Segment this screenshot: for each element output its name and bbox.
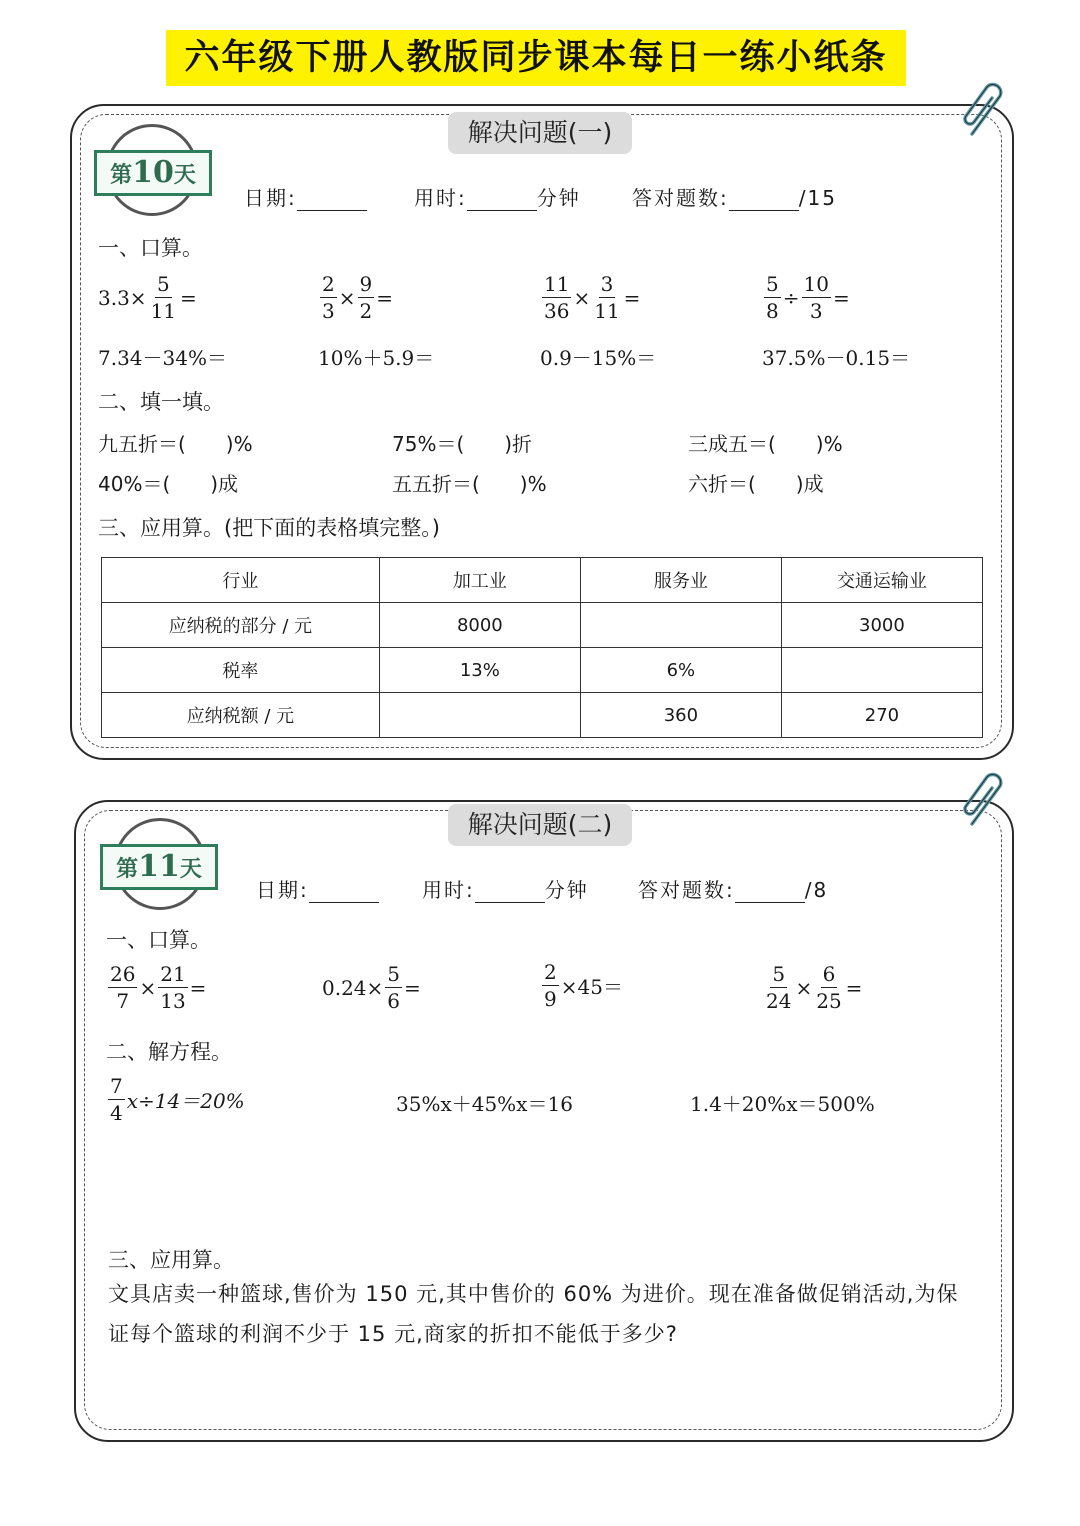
time-unit: 分钟 bbox=[544, 878, 589, 902]
table-row bbox=[102, 693, 983, 738]
score-total: /8 bbox=[804, 878, 829, 902]
meta-date bbox=[256, 874, 379, 903]
table-cell: 税率 bbox=[102, 648, 380, 693]
fill-item-1: 九五折＝( )% bbox=[98, 432, 253, 456]
paperclip-icon bbox=[960, 772, 1014, 832]
equation-3: 1.4＋20%x＝500% bbox=[690, 1092, 875, 1116]
mental-expr-5: 7.34－34%＝ bbox=[98, 346, 227, 370]
date-blank bbox=[297, 188, 367, 211]
numerator: 11 bbox=[544, 272, 570, 296]
fill-item-4: 40%＝( )成 bbox=[98, 472, 239, 496]
fill-item-3: 三成五＝( )% bbox=[688, 432, 843, 456]
table-cell bbox=[781, 648, 982, 693]
section-heading-application: 三、应用算。(把下面的表格填完整。) bbox=[98, 516, 440, 540]
equals: = bbox=[832, 285, 850, 310]
table-cell: 13% bbox=[379, 648, 580, 693]
denominator: 8 bbox=[766, 299, 779, 323]
mental-expr-3 bbox=[540, 962, 623, 1009]
equals: = bbox=[404, 975, 421, 1000]
section-heading-application: 三、应用算。 bbox=[108, 1248, 234, 1272]
mental-expr-1 bbox=[106, 964, 206, 1011]
numerator: 21 bbox=[160, 962, 186, 986]
section-heading-equations: 二、解方程。 bbox=[106, 1040, 232, 1064]
fraction bbox=[764, 964, 793, 1011]
fill-item-6: 六折＝( )成 bbox=[688, 472, 824, 496]
denominator: 13 bbox=[160, 989, 186, 1013]
section-heading-mental: 一、口算。 bbox=[106, 928, 211, 952]
equals: = bbox=[376, 285, 393, 310]
table-cell: 8000 bbox=[379, 603, 580, 648]
fraction bbox=[108, 1076, 125, 1123]
numerator: 2 bbox=[544, 960, 557, 984]
fraction bbox=[814, 964, 843, 1011]
equation-1 bbox=[106, 1076, 245, 1123]
denominator: 6 bbox=[387, 989, 401, 1013]
score-blank bbox=[729, 188, 799, 211]
table-cell: 6% bbox=[580, 648, 781, 693]
fraction bbox=[320, 274, 337, 321]
denominator: 4 bbox=[110, 1101, 123, 1125]
fraction bbox=[108, 964, 137, 1011]
expr-term: ×45＝ bbox=[560, 975, 623, 999]
meta-score bbox=[638, 874, 828, 903]
paperclip-icon bbox=[960, 82, 1014, 142]
score-blank bbox=[735, 880, 805, 903]
numerator: 2 bbox=[322, 272, 335, 296]
score-label: 答对题数: bbox=[638, 878, 735, 902]
badge-suffix: 天 bbox=[179, 856, 202, 882]
expr-term: 3.3× bbox=[98, 285, 147, 310]
word-problem-line-1: 文具店卖一种篮球,售价为 150 元,其中售价的 60% 为进价。现在准备做促销活动,为保 bbox=[108, 1282, 959, 1306]
operator: × bbox=[338, 285, 356, 310]
fraction bbox=[358, 274, 375, 321]
table-header-cell: 交通运输业 bbox=[781, 558, 982, 603]
denominator: 11 bbox=[150, 299, 177, 323]
fraction bbox=[542, 274, 571, 321]
fraction bbox=[158, 964, 187, 1011]
operator: × bbox=[795, 975, 813, 1000]
section-tab: 解决问题(二) bbox=[448, 804, 632, 846]
expr-term: 0.24× bbox=[322, 975, 384, 1000]
fill-item-2: 75%＝( )折 bbox=[392, 432, 533, 456]
equals: = bbox=[180, 285, 197, 310]
equation-rest: x÷14＝20% bbox=[126, 1089, 245, 1113]
mental-expr-3 bbox=[540, 274, 640, 321]
denominator: 2 bbox=[359, 299, 373, 323]
meta-date bbox=[244, 182, 367, 211]
score-total: /15 bbox=[798, 186, 837, 210]
denominator: 11 bbox=[594, 299, 620, 323]
fraction bbox=[542, 962, 559, 1009]
meta-time bbox=[422, 874, 589, 903]
time-unit: 分钟 bbox=[536, 186, 581, 210]
numerator: 5 bbox=[766, 272, 779, 296]
operator: × bbox=[139, 975, 157, 1000]
time-label: 用时: bbox=[422, 878, 475, 902]
numerator: 9 bbox=[359, 272, 373, 296]
table-header-row bbox=[102, 558, 983, 603]
table-header-cell: 服务业 bbox=[580, 558, 781, 603]
fraction bbox=[385, 964, 402, 1011]
badge-suffix: 天 bbox=[173, 162, 196, 188]
fraction bbox=[764, 274, 781, 321]
table-cell: 应纳税的部分 / 元 bbox=[102, 603, 380, 648]
section-heading-mental: 一、口算。 bbox=[98, 236, 203, 260]
equals: = bbox=[623, 285, 641, 310]
fill-item-5: 五五折＝( )% bbox=[392, 472, 547, 496]
meta-score bbox=[632, 182, 837, 211]
table-cell: 360 bbox=[580, 693, 781, 738]
table-header-cell: 加工业 bbox=[379, 558, 580, 603]
denominator: 9 bbox=[544, 987, 557, 1011]
operator: × bbox=[573, 285, 591, 310]
numerator: 10 bbox=[803, 272, 829, 296]
operator: ÷ bbox=[782, 285, 800, 310]
denominator: 7 bbox=[116, 989, 130, 1013]
mental-expr-7: 0.9－15%＝ bbox=[540, 346, 657, 370]
table-row bbox=[102, 648, 983, 693]
mental-expr-2 bbox=[322, 964, 421, 1011]
table-row bbox=[102, 603, 983, 648]
mental-expr-1 bbox=[98, 274, 197, 321]
numerator: 7 bbox=[110, 1074, 123, 1098]
table-header-cell: 行业 bbox=[102, 558, 380, 603]
denominator: 3 bbox=[322, 299, 335, 323]
fraction bbox=[149, 274, 178, 321]
mental-expr-4 bbox=[762, 274, 850, 321]
date-label: 日期: bbox=[244, 186, 297, 210]
word-problem-line-2: 证每个篮球的利润不少于 15 元,商家的折扣不能低于多少? bbox=[108, 1322, 678, 1346]
numerator: 6 bbox=[822, 962, 836, 986]
fraction bbox=[802, 274, 831, 321]
table-cell bbox=[580, 603, 781, 648]
mental-expr-4 bbox=[762, 964, 862, 1011]
tax-table bbox=[101, 557, 983, 738]
equals: = bbox=[845, 975, 863, 1000]
denominator: 36 bbox=[544, 299, 570, 323]
day-badge bbox=[100, 844, 218, 890]
time-blank bbox=[475, 880, 545, 903]
table-cell: 应纳税额 / 元 bbox=[102, 693, 380, 738]
date-blank bbox=[309, 880, 379, 903]
table-cell: 3000 bbox=[781, 603, 982, 648]
denominator: 3 bbox=[809, 299, 823, 323]
badge-number: 10 bbox=[132, 155, 174, 190]
score-label: 答对题数: bbox=[632, 186, 729, 210]
section-tab: 解决问题(一) bbox=[448, 112, 632, 154]
table-cell: 270 bbox=[781, 693, 982, 738]
date-label: 日期: bbox=[256, 878, 309, 902]
numerator: 5 bbox=[156, 272, 170, 296]
badge-prefix: 第 bbox=[116, 856, 139, 882]
page-title: 六年级下册人教版同步课本每日一练小纸条 bbox=[184, 38, 888, 78]
table-cell bbox=[379, 693, 580, 738]
mental-expr-2 bbox=[318, 274, 393, 321]
numerator: 5 bbox=[772, 962, 786, 986]
equals: = bbox=[189, 975, 207, 1000]
equation-2: 35%x＋45%x＝16 bbox=[396, 1092, 573, 1116]
time-blank bbox=[467, 188, 537, 211]
denominator: 24 bbox=[766, 989, 792, 1013]
denominator: 25 bbox=[816, 989, 842, 1013]
meta-time bbox=[414, 182, 581, 211]
badge-prefix: 第 bbox=[110, 162, 133, 188]
day-badge bbox=[94, 150, 212, 196]
badge-number: 11 bbox=[138, 849, 180, 884]
numerator: 3 bbox=[600, 272, 614, 296]
numerator: 5 bbox=[387, 962, 401, 986]
mental-expr-8: 37.5%－0.15＝ bbox=[762, 346, 911, 370]
time-label: 用时: bbox=[414, 186, 467, 210]
numerator: 26 bbox=[110, 962, 136, 986]
section-heading-fill: 二、填一填。 bbox=[98, 390, 224, 414]
mental-expr-6: 10%＋5.9＝ bbox=[318, 346, 435, 370]
fraction bbox=[592, 274, 621, 321]
